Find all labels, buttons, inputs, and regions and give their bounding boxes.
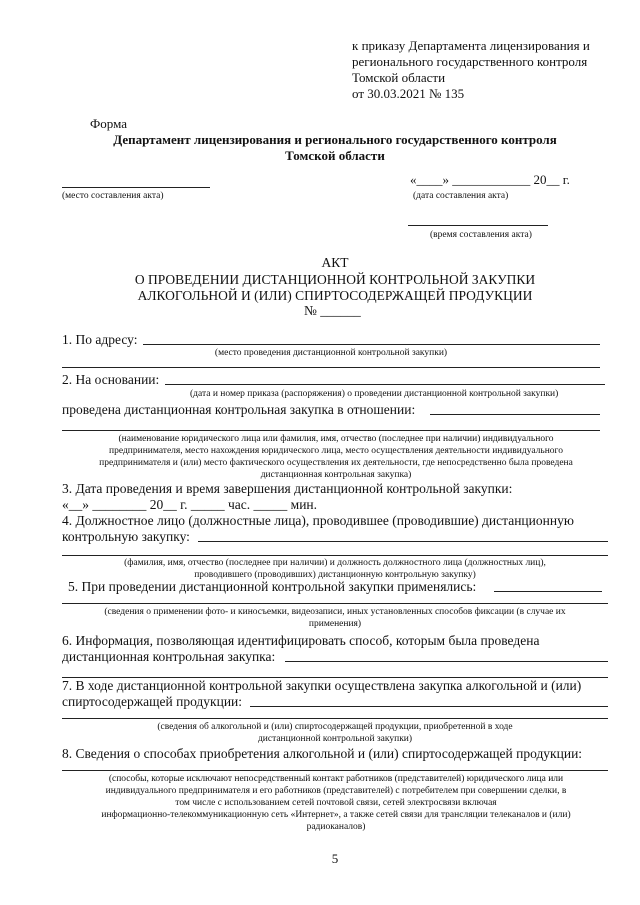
s7-line-2: спиртосодержащей продукции: (62, 694, 243, 709)
s2-label: 2. На основании: (62, 372, 160, 387)
s1-label: 1. По адресу: (62, 332, 138, 347)
s1-address-line[interactable] (143, 344, 600, 345)
s4-caption-l1: (фамилия, имя, отчество (последнее при наличии) и должность должностного лица (должностных лиц), (124, 558, 546, 568)
date-caption: (дата составления акта) (413, 191, 509, 201)
s5-methods-line[interactable] (494, 591, 602, 592)
s4-official-line-2[interactable] (62, 555, 608, 556)
s8-caption-l1: (способы, которые исключают непосредственный контакт работников (представителей) юридического лица или (108, 774, 564, 784)
s6-line-1: 6. Информация, позволяющая идентифицировать способ, которым была проведена (62, 633, 540, 648)
s5-methods-line-2[interactable] (62, 603, 608, 604)
s7-products-line[interactable] (250, 706, 608, 707)
place-caption: (место составления акта) (62, 191, 164, 201)
time-caption: (время составления акта) (430, 230, 532, 240)
s8-caption-l5: радиоканалов) (306, 822, 366, 832)
s2-caption-2-l3: предпринимателя и (или) место фактического осуществления их деятельности, где непосредственно была проведена (99, 458, 573, 468)
s2-caption-2-l1: (наименование юридического лица или фамилия, имя, отчество (последнее при наличии) индивидуального (118, 434, 554, 444)
s4-caption-l2: проводившего (проводивших) дистанционную контрольную закупку) (194, 570, 476, 580)
s1-caption: (место проведения дистанционной контрольной закупки) (214, 348, 448, 358)
s2-basis-line[interactable] (165, 384, 605, 385)
s6-info-line[interactable] (285, 661, 608, 662)
s7-caption-l2: дистанционной контрольной закупки) (257, 734, 413, 744)
s5-label: 5. При проведении дистанционной контрольной закупки применялись: (68, 579, 477, 594)
s2-caption-2-l2: предпринимателя, место нахождения юридического лица, место осуществления деятельности индивидуального (109, 446, 563, 456)
time-field-line[interactable] (408, 225, 548, 226)
s8-methods-line[interactable] (62, 770, 608, 771)
s2-relation-line[interactable] (430, 414, 600, 415)
page-number: 5 (331, 851, 339, 866)
order-ref-line-2: регионального государственного контроля (352, 54, 588, 69)
s7-line-1: 7. В ходе дистанционной контрольной закупки осуществлена закупка алкогольной и (или) (62, 678, 582, 693)
order-ref-line-4: от 30.03.2021 № 135 (352, 86, 465, 101)
s2-relation-label: проведена дистанционная контрольная закупка в отношении: (62, 402, 416, 417)
s4-line-2: контрольную закупку: (62, 529, 190, 544)
department-line-2: Томской области (285, 148, 385, 163)
s3-label: 3. Дата проведения и время завершения дистанционной контрольной закупки: (62, 481, 513, 496)
s5-caption-l2: применения) (308, 619, 362, 629)
order-ref-line-1: к приказу Департамента лицензирования и (352, 38, 590, 53)
date-field[interactable]: «____» ____________ 20__ г. (410, 172, 570, 187)
s2-caption: (дата и номер приказа (распоряжения) о проведении дистанционной контрольной закупки) (190, 389, 559, 399)
place-field-line[interactable] (62, 187, 210, 188)
s3-datetime-field[interactable]: «__» ________ 20__ г. _____ час. _____ мин. (62, 497, 318, 512)
order-ref-line-3: Томской области (352, 70, 446, 85)
act-subtitle-1: О ПРОВЕДЕНИИ ДИСТАНЦИОННОЙ КОНТРОЛЬНОЙ ЗАКУПКИ (134, 272, 536, 287)
s5-caption-l1: (сведения о применении фото- и киносъемки, видеозаписи, иных установленных способов фиксации (в случае их (104, 607, 566, 617)
s6-line-2: дистанционная контрольная закупка: (62, 649, 276, 664)
s8-caption-l4: информационно-телекоммуникационную сеть «Интернет», а также сетей связи для трансляции телеканалов и (или) (101, 810, 571, 820)
form-label: Форма (90, 116, 127, 131)
s1-address-line-2[interactable] (62, 367, 600, 368)
act-subtitle-2: АЛКОГОЛЬНОЙ И (ИЛИ) СПИРТОСОДЕРЖАЩЕЙ ПРОДУКЦИИ (137, 288, 533, 303)
s8-caption-l2: индивидуального предпринимателя и его работников (представителей) с потребителем при совершении сделки, в (105, 786, 567, 796)
s8-caption-l3: том числе с использованием сетей почтовой связи, сетей электросвязи включая (175, 798, 497, 808)
s8-label: 8. Сведения о способах приобретения алкогольной и (или) спиртосодержащей продукции: (62, 746, 583, 761)
s2-relation-line-2[interactable] (62, 430, 600, 431)
s4-line-1: 4. Должностное лицо (должностные лица), проводившее (проводившие) дистанционную (62, 513, 574, 528)
s7-caption-l1: (сведения об алкогольной и (или) спиртосодержащей продукции, приобретенной в ходе (157, 722, 513, 732)
s2-caption-2-l4: дистанционная контрольная закупка) (260, 470, 412, 480)
department-line-1: Департамент лицензирования и регионального государственного контроля (113, 132, 557, 147)
act-title: АКТ (321, 255, 349, 270)
act-number[interactable]: № ______ (304, 303, 361, 318)
s7-products-line-2[interactable] (62, 718, 608, 719)
s4-official-line[interactable] (198, 541, 608, 542)
